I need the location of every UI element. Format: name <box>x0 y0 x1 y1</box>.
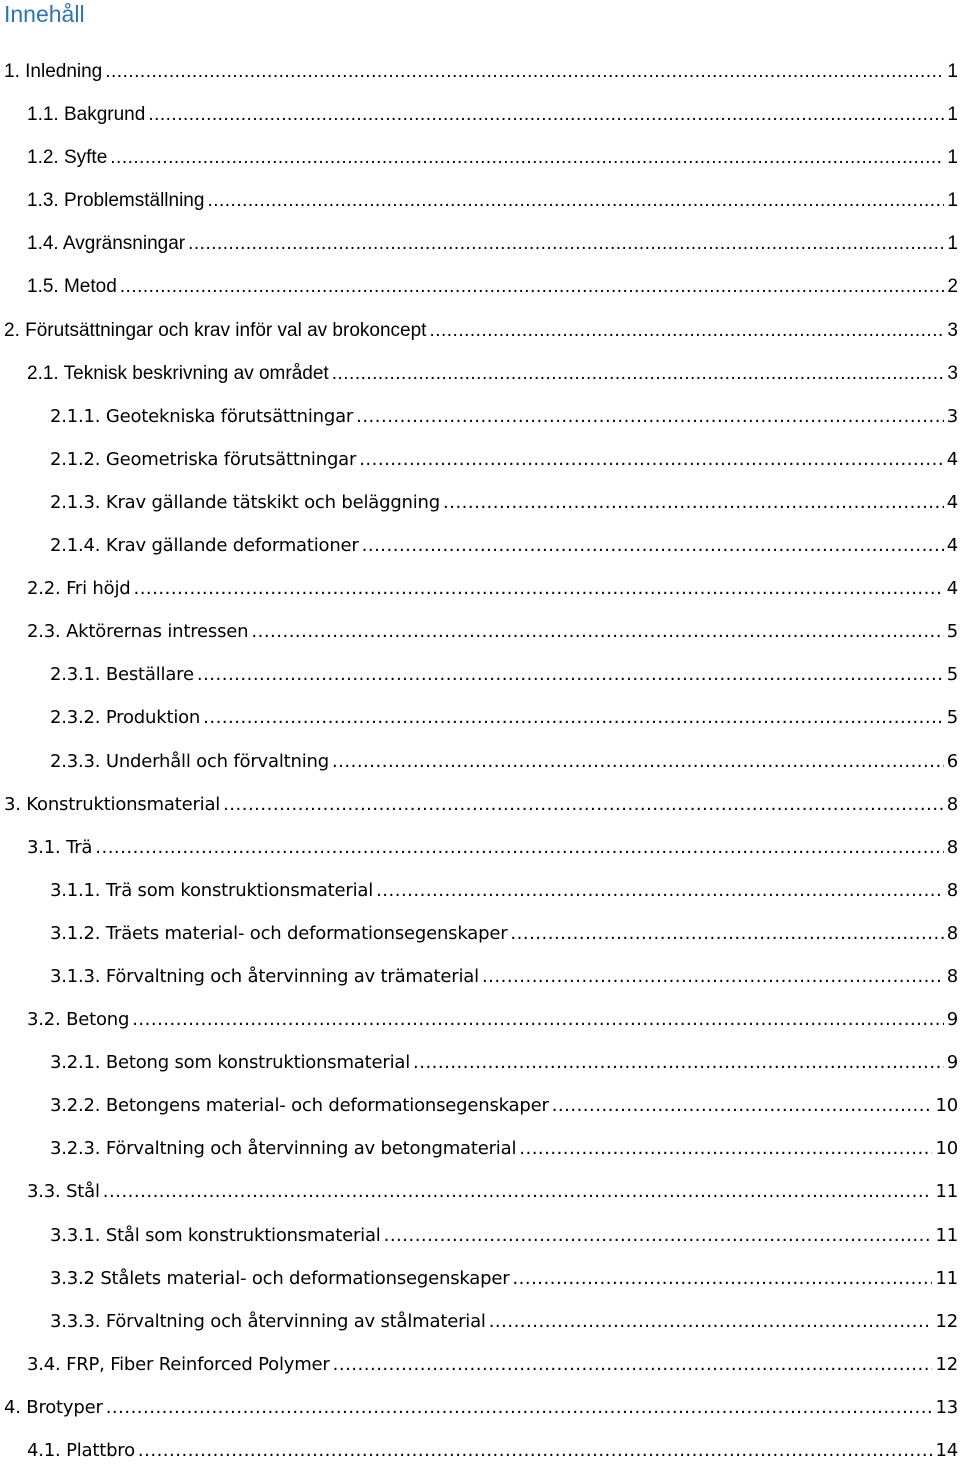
dot-leader <box>132 1003 944 1037</box>
toc-entry-page-number: 11 <box>935 1224 958 1246</box>
toc-entry[interactable] <box>0 874 960 917</box>
toc-entry-title[interactable]: 2.3. Aktörernas intressen <box>27 621 249 643</box>
toc-entry[interactable] <box>0 960 960 1003</box>
dot-leader <box>359 443 944 477</box>
toc-entry-page-number: 8 <box>946 879 958 901</box>
toc-entry-title[interactable]: 3.3.3. Förvaltning och återvinning av stålmaterial <box>50 1310 486 1332</box>
dot-leader <box>138 1434 933 1468</box>
toc-entry[interactable] <box>0 1262 960 1305</box>
toc-entry-title[interactable]: 2.3.1. Beställare <box>50 664 194 686</box>
toc-entry-title[interactable]: 2.1.2. Geometriska förutsättningar <box>50 448 357 470</box>
toc-entry-title[interactable]: 2. Förutsättningar och krav inför val av brokoncept <box>4 319 427 341</box>
toc-entry-page-number: 4 <box>946 535 958 557</box>
toc-entry-page-number: 5 <box>946 707 958 729</box>
toc-entry[interactable] <box>0 701 960 744</box>
toc-entry[interactable] <box>0 788 960 831</box>
toc-entry[interactable] <box>0 917 960 960</box>
dot-leader <box>188 227 944 261</box>
toc-entry-page-number: 9 <box>946 1052 958 1074</box>
toc-entry[interactable] <box>0 745 960 788</box>
toc-entry[interactable] <box>0 1046 960 1089</box>
toc-entry-title[interactable]: 1. Inledning <box>4 61 103 82</box>
toc-entry-title[interactable]: 3.1.1. Trä som konstruktionsmaterial <box>50 879 374 901</box>
toc-entry-page-number: 4 <box>946 491 958 513</box>
dot-leader <box>429 314 944 348</box>
dot-leader <box>223 788 944 822</box>
toc-entry-page-number: 4 <box>946 448 958 470</box>
toc-entry-title[interactable]: 3.3.2 Stålets material- och deformationsegenskaper <box>50 1267 510 1289</box>
toc-entry-page-number: 3 <box>947 319 958 341</box>
toc-entry-page-number: 11 <box>935 1181 958 1203</box>
toc-entry-page-number: 1 <box>947 233 958 255</box>
dot-leader <box>203 701 944 735</box>
toc-entry-title[interactable]: 2.1.4. Krav gällande deformationer <box>50 535 359 557</box>
toc-entry-title[interactable]: 2.3.2. Produktion <box>50 707 201 729</box>
toc-entry-title[interactable]: 1.1. Bakgrund <box>27 104 146 126</box>
toc-entry-title[interactable]: 3.2. Betong <box>27 1009 130 1031</box>
toc-entry-title[interactable]: 2.1.1. Geotekniska förutsättningar <box>50 405 354 427</box>
dot-leader <box>332 357 945 391</box>
toc-entry-page-number: 12 <box>935 1310 958 1332</box>
toc-entry-page-number: 12 <box>935 1353 958 1375</box>
toc-entry-page-number: 8 <box>946 836 958 858</box>
toc-entry[interactable] <box>0 1391 960 1434</box>
toc-entry[interactable] <box>0 400 960 443</box>
toc-entry[interactable] <box>0 1089 960 1132</box>
toc-entry[interactable] <box>0 1219 960 1262</box>
toc-entry[interactable] <box>0 1132 960 1175</box>
toc-entry-title[interactable]: 3.2.3. Förvaltning och återvinning av betongmaterial <box>50 1138 517 1160</box>
dot-leader <box>133 572 943 606</box>
dot-leader <box>120 270 945 304</box>
toc-entry-title[interactable]: 1.3. Problemställning <box>27 190 205 212</box>
toc-entry-page-number: 3 <box>947 362 958 384</box>
toc-entry[interactable] <box>0 314 960 357</box>
toc-entry-page-number: 13 <box>935 1396 958 1418</box>
toc-entry-title[interactable]: 2.2. Fri höjd <box>27 578 131 600</box>
dot-leader <box>552 1089 933 1123</box>
dot-leader <box>512 1262 932 1296</box>
toc-entry[interactable] <box>0 55 960 98</box>
toc-entry-title[interactable]: 4. Brotyper <box>4 1396 103 1418</box>
dot-leader <box>105 55 944 89</box>
toc-entry-title[interactable]: 1.5. Metod <box>27 276 117 298</box>
toc-entry[interactable] <box>0 270 960 313</box>
toc-entry-page-number: 1 <box>947 147 958 169</box>
dot-leader <box>148 98 944 132</box>
dot-leader <box>384 1219 933 1253</box>
dot-leader <box>510 917 943 951</box>
dot-leader <box>413 1046 944 1080</box>
toc-entry-title[interactable]: 3.1.2. Träets material- och deformationsegenskaper <box>50 922 508 944</box>
toc-entry-title[interactable]: 3.2.2. Betongens material- och deformationsegenskaper <box>50 1095 549 1117</box>
dot-leader <box>362 529 944 563</box>
toc-entry-title[interactable]: 1.2. Syfte <box>27 147 108 169</box>
toc-entry-title[interactable]: 3.3. Stål <box>27 1181 100 1203</box>
toc-entry[interactable] <box>0 227 960 270</box>
toc-entry-page-number: 9 <box>946 1009 958 1031</box>
toc-entry-page-number: 6 <box>946 750 958 772</box>
toc-entry[interactable] <box>0 1305 960 1348</box>
toc-entry[interactable] <box>0 1175 960 1218</box>
toc-entry-page-number: 5 <box>946 621 958 643</box>
toc-entry[interactable] <box>0 831 960 874</box>
dot-leader <box>482 960 944 994</box>
toc-entry-page-number: 8 <box>946 793 958 815</box>
toc-entry-page-number: 10 <box>935 1138 958 1160</box>
toc-entry-title[interactable]: 3.2.1. Betong som konstruktionsmaterial <box>50 1052 410 1074</box>
toc-entry[interactable] <box>0 141 960 184</box>
toc-entry-page-number: 8 <box>946 965 958 987</box>
toc-list <box>0 55 960 1477</box>
toc-entry[interactable] <box>0 486 960 529</box>
toc-entry-page-number: 1 <box>947 190 958 212</box>
dot-leader <box>207 184 944 218</box>
toc-entry-title[interactable]: 2.1.3. Krav gällande tätskikt och beläggning <box>50 491 440 513</box>
toc-entry[interactable] <box>0 1434 960 1477</box>
toc-entry[interactable] <box>0 1348 960 1391</box>
dot-leader <box>103 1175 933 1209</box>
dot-leader <box>443 486 944 520</box>
toc-entry-title[interactable]: 1.4. Avgränsningar <box>27 233 186 255</box>
toc-entry[interactable] <box>0 1003 960 1046</box>
toc-entry[interactable] <box>0 98 960 141</box>
toc-entry[interactable] <box>0 184 960 227</box>
toc-entry-page-number: 5 <box>946 664 958 686</box>
dot-leader <box>110 141 944 175</box>
dot-leader <box>106 1391 933 1425</box>
dot-leader <box>197 658 944 692</box>
toc-entry[interactable] <box>0 572 960 615</box>
toc-entry[interactable] <box>0 529 960 572</box>
dot-leader <box>376 874 944 908</box>
toc-entry-page-number: 4 <box>946 578 958 600</box>
toc-entry[interactable] <box>0 443 960 486</box>
toc-entry[interactable] <box>0 615 960 658</box>
dot-leader <box>332 745 944 779</box>
toc-entry-title[interactable]: 3.1. Trä <box>27 836 93 858</box>
toc-entry[interactable] <box>0 357 960 400</box>
dot-leader <box>333 1348 933 1382</box>
toc-entry-page-number: 1 <box>947 61 958 82</box>
toc-entry-title[interactable]: 3.3.1. Stål som konstruktionsmaterial <box>50 1224 381 1246</box>
toc-entry-title[interactable]: 3.1.3. Förvaltning och återvinning av trämaterial <box>50 965 479 987</box>
toc-entry-page-number: 10 <box>935 1095 958 1117</box>
dot-leader <box>356 400 944 434</box>
toc-entry-page-number: 2 <box>947 276 958 298</box>
toc-entry[interactable] <box>0 658 960 701</box>
toc-entry-title[interactable]: 2.1. Teknisk beskrivning av området <box>27 362 329 384</box>
toc-entry-page-number: 3 <box>946 405 958 427</box>
toc-entry-title[interactable]: 3. Konstruktionsmaterial <box>4 793 221 815</box>
toc-entry-title[interactable]: 2.3.3. Underhåll och förvaltning <box>50 750 329 772</box>
toc-entry-page-number: 1 <box>947 104 958 126</box>
dot-leader <box>519 1132 932 1166</box>
dot-leader <box>95 831 943 865</box>
toc-entry-page-number: 14 <box>935 1440 958 1461</box>
toc-heading: Innehåll <box>4 1 85 27</box>
toc-entry-page-number: 8 <box>946 922 958 944</box>
dot-leader <box>251 615 943 649</box>
toc-entry-page-number: 11 <box>935 1267 958 1289</box>
toc-entry-title[interactable]: 3.4. FRP, Fiber Reinforced Polymer <box>27 1353 330 1375</box>
dot-leader <box>489 1305 933 1339</box>
toc-entry-title[interactable]: 4.1. Plattbro <box>27 1440 135 1461</box>
